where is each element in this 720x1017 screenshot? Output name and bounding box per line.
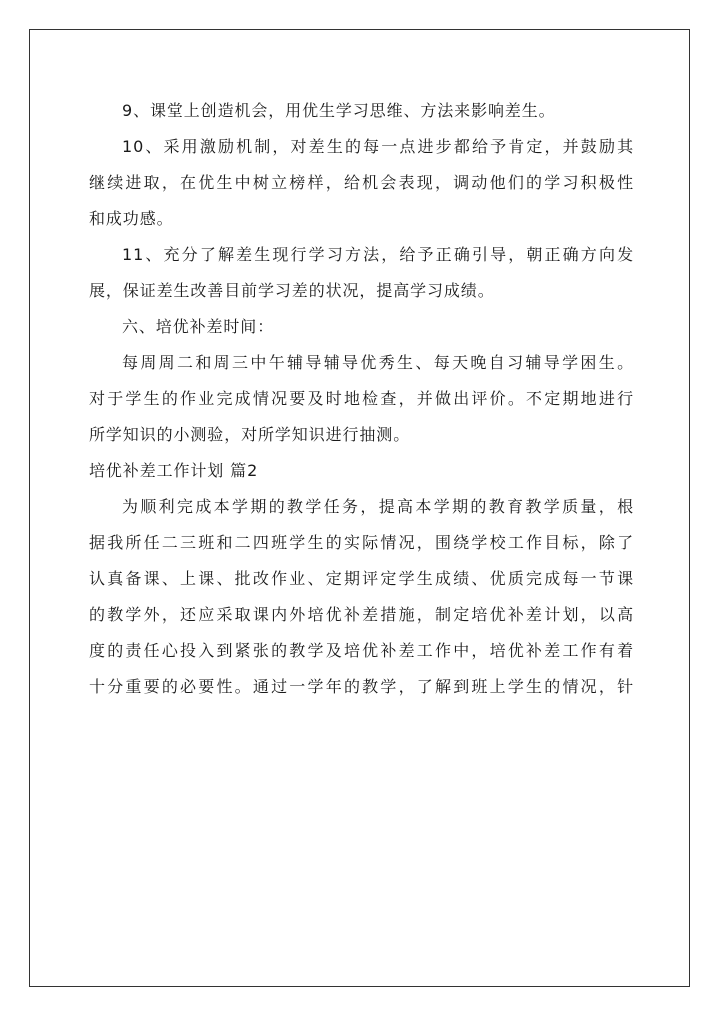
paragraph-line: 认真备课、上课、批改作业、定期评定学生成绩、优质完成每一节课 bbox=[89, 569, 634, 588]
paragraph-line: 每周周二和周三中午辅导辅导优秀生、每天晚自习辅导学困生。 bbox=[122, 353, 634, 372]
paragraph-line: 9、课堂上创造机会，用优生学习思维、方法来影响差生。 bbox=[122, 101, 556, 120]
paragraph-line: 的教学外，还应采取课内外培优补差措施，制定培优补差计划，以高 bbox=[89, 605, 634, 624]
paragraph-line: 和成功感。 bbox=[89, 209, 174, 228]
paragraph-line: 展，保证差生改善目前学习差的状况，提高学习成绩。 bbox=[89, 281, 495, 300]
document-body bbox=[89, 93, 634, 705]
paragraph-line: 为顺利完成本学期的教学任务，提高本学期的教育教学质量，根 bbox=[122, 497, 634, 516]
paragraph-line: 继续进取，在优生中树立榜样，给机会表现，调动他们的学习积极性 bbox=[89, 173, 634, 192]
article-title: 培优补差工作计划 篇2 bbox=[89, 461, 259, 480]
paragraph-line: 十分重要的必要性。通过一学年的教学，了解到班上学生的情况，针 bbox=[89, 677, 634, 696]
paragraph-line: 10、采用激励机制，对差生的每一点进步都给予肯定，并鼓励其 bbox=[122, 137, 634, 156]
section-heading: 六、培优补差时间： bbox=[122, 317, 275, 336]
paragraph-line: 所学知识的小测验，对所学知识进行抽测。 bbox=[89, 425, 411, 444]
paragraph-line: 据我所任二三班和二四班学生的实际情况，围绕学校工作目标，除了 bbox=[89, 533, 634, 552]
paragraph-line: 度的责任心投入到紧张的教学及培优补差工作中，培优补差工作有着 bbox=[89, 641, 634, 660]
paragraph-line: 11、充分了解差生现行学习方法，给予正确引导，朝正确方向发 bbox=[122, 245, 634, 264]
paragraph-line: 对于学生的作业完成情况要及时地检查，并做出评价。不定期地进行 bbox=[89, 389, 634, 408]
